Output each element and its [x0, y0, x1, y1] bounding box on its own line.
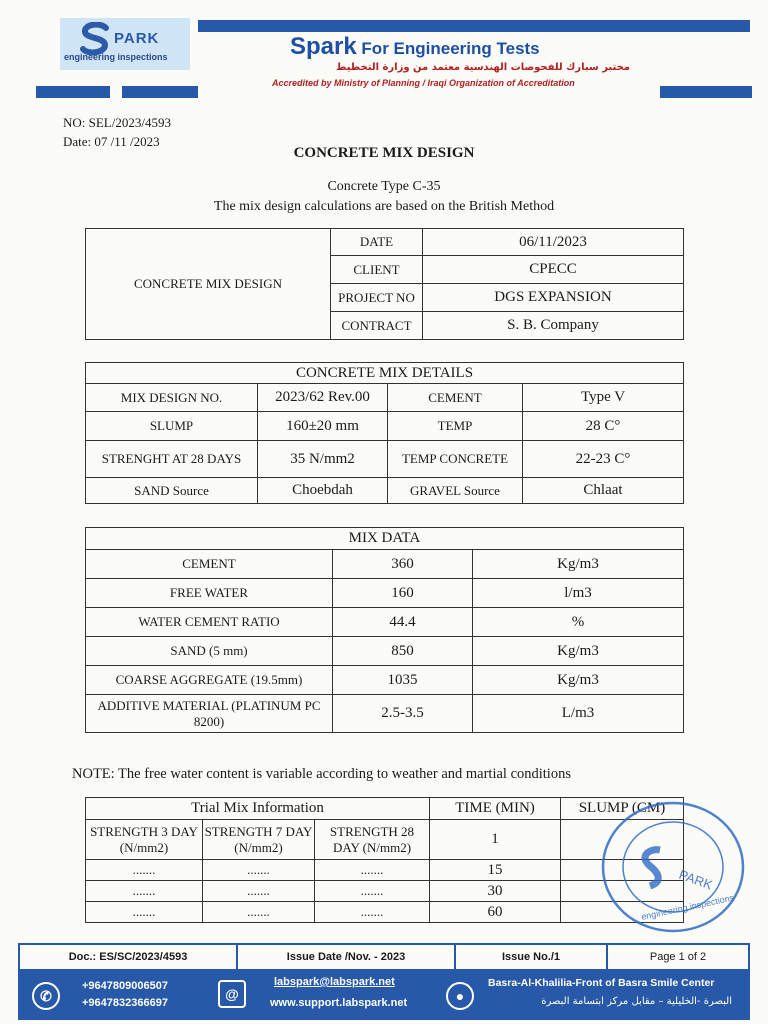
info-label: PROJECT NO [331, 284, 423, 312]
header-bar-left-2 [122, 86, 198, 98]
website-link[interactable]: www.support.labspark.net [270, 997, 408, 1009]
details-cell: GRAVEL Source [388, 478, 523, 504]
details-cell: 160±20 mm [258, 412, 388, 441]
document-date: Date: 07 /11 /2023 [63, 134, 160, 149]
brand-title: Spark For Engineering Tests [290, 33, 540, 60]
trial-cell: ....... [86, 860, 203, 881]
concrete-type: Concrete Type C-35 [327, 179, 441, 194]
email-icon: @ [218, 980, 246, 1008]
info-value: 06/11/2023 [423, 229, 684, 256]
mix-cell: CEMENT [86, 550, 333, 579]
accreditation-line: Accredited by Ministry of Planning / Iraqi Organization of Accreditation [272, 78, 575, 88]
header-bar-left-1 [36, 86, 110, 98]
mix-cell: 850 [333, 637, 473, 666]
trial-time: 1 [430, 820, 561, 860]
details-cell: STRENGHT AT 28 DAYS [86, 441, 258, 478]
details-cell: MIX DESIGN NO. [86, 384, 258, 412]
info-label: CONTRACT [331, 312, 423, 340]
trial-subheader: STRENGTH 28 DAY (N/mm2) [315, 820, 430, 860]
trial-time: 30 [430, 881, 561, 902]
trial-time: 60 [430, 902, 561, 923]
method-note: The mix design calculations are based on the British Method [213, 199, 555, 214]
trial-subheader: STRENGTH 7 DAY (N/mm2) [203, 820, 315, 860]
email-link[interactable]: labspark@labspark.net [274, 976, 395, 988]
location-pin-icon: ● [446, 982, 474, 1010]
header-bar-top [198, 20, 750, 32]
mix-cell: % [473, 608, 684, 637]
footer-contact-bar [18, 970, 750, 1020]
trial-subheader: STRENGTH 3 DAY (N/mm2) [86, 820, 203, 860]
document-number: NO: SEL/2023/4593 [63, 115, 171, 130]
mix-cell: WATER CEMENT RATIO [86, 608, 333, 637]
phone-number-1: +9647809006507 [82, 980, 168, 992]
phone-number-2: +9647832366697 [82, 997, 168, 1009]
slump-header: SLUMP (CM) [561, 798, 684, 820]
note-text: NOTE: The free water content is variable according to weather and martial conditions [72, 766, 571, 782]
arabic-tagline: مختبر سبارك للفحوصات الهندسية معتمد من وزارة التخطيط [336, 62, 630, 73]
mix-cell: 160 [333, 579, 473, 608]
trial-mix-table [85, 797, 684, 923]
logo-wordmark: PARK [114, 30, 160, 47]
details-table [85, 362, 684, 504]
mix-cell: l/m3 [473, 579, 684, 608]
details-cell: SLUMP [86, 412, 258, 441]
logo-subtitle: engineering inspections [64, 52, 168, 62]
details-cell: CEMENT [388, 384, 523, 412]
mix-cell: 1035 [333, 666, 473, 695]
spark-logo-icon [80, 22, 110, 56]
details-cell: Chlaat [523, 478, 684, 504]
header-bar-right [660, 86, 752, 98]
details-cell: 2023/62 Rev.00 [258, 384, 388, 412]
trial-cell: ....... [86, 902, 203, 923]
info-label: DATE [331, 229, 423, 256]
mix-cell: Kg/m3 [473, 666, 684, 695]
details-cell: Choebdah [258, 478, 388, 504]
info-table [85, 228, 684, 340]
details-cell: 22-23 C° [523, 441, 684, 478]
svg-text:PARK: PARK [676, 866, 715, 893]
details-cell: TEMP CONCRETE [388, 441, 523, 478]
phone-icon: ✆ [32, 982, 60, 1010]
trial-cell: ....... [203, 860, 315, 881]
company-stamp [600, 800, 746, 934]
details-cell: SAND Source [86, 478, 258, 504]
mix-cell: SAND (5 mm) [86, 637, 333, 666]
footer-doc-number: Doc.: ES/SC/2023/4593 [18, 943, 238, 971]
trial-title: Trial Mix Information [86, 798, 430, 820]
details-cell: 35 N/mm2 [258, 441, 388, 478]
trial-cell: ....... [315, 902, 430, 923]
details-title: CONCRETE MIX DETAILS [86, 363, 684, 384]
footer-page-number: Page 1 of 2 [606, 943, 750, 971]
mix-cell: FREE WATER [86, 579, 333, 608]
info-left-label: CONCRETE MIX DESIGN [86, 229, 331, 340]
footer-issue-number: Issue No./1 [454, 943, 608, 971]
time-header: TIME (MIN) [430, 798, 561, 820]
mix-data-table [85, 527, 684, 733]
info-value: DGS EXPANSION [423, 284, 684, 312]
footer-issue-date: Issue Date /Nov. - 2023 [236, 943, 456, 971]
info-label: CLIENT [331, 256, 423, 284]
address-english: Basra-Al-Khalilia-Front of Basra Smile Center [488, 977, 715, 989]
mix-title: MIX DATA [86, 528, 684, 550]
trial-cell: ....... [315, 860, 430, 881]
mix-cell: 360 [333, 550, 473, 579]
info-value: CPECC [423, 256, 684, 284]
trial-cell: ....... [203, 902, 315, 923]
trial-cell: ....... [86, 881, 203, 902]
mix-cell: Kg/m3 [473, 550, 684, 579]
mix-cell: ADDITIVE MATERIAL (PLATINUM PC 8200) [86, 695, 333, 733]
trial-cell: ....... [315, 881, 430, 902]
mix-cell: L/m3 [473, 695, 684, 733]
page-title: CONCRETE MIX DESIGN [293, 145, 475, 161]
details-cell: Type V [523, 384, 684, 412]
mix-cell: 2.5-3.5 [333, 695, 473, 733]
info-value: S. B. Company [423, 312, 684, 340]
trial-cell: ....... [203, 881, 315, 902]
details-cell: 28 C° [523, 412, 684, 441]
address-arabic: البصرة -الخليلية – مقابل مركز ابتسامة البصرة [541, 996, 732, 1007]
svg-text:engineering inspections: engineering inspections [640, 892, 735, 922]
details-cell: TEMP [388, 412, 523, 441]
mix-cell: Kg/m3 [473, 637, 684, 666]
trial-time: 15 [430, 860, 561, 881]
mix-cell: 44.4 [333, 608, 473, 637]
mix-cell: COARSE AGGREGATE (19.5mm) [86, 666, 333, 695]
